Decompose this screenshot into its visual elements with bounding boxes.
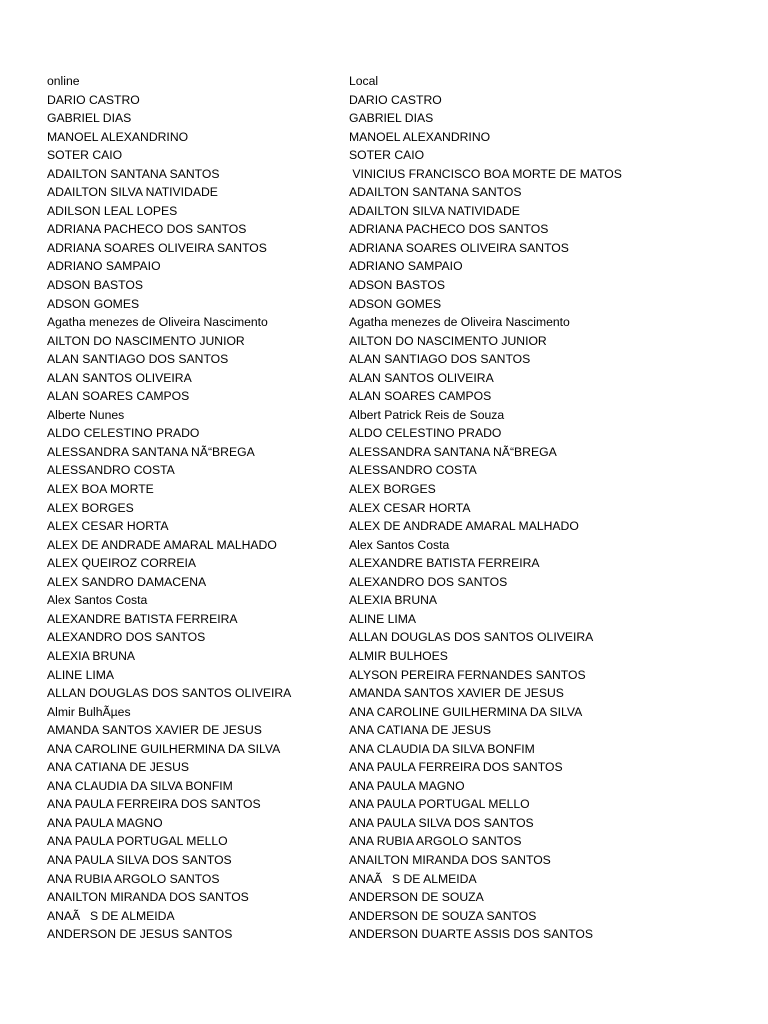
name-row: ADILSON LEAL LOPES [47, 203, 178, 218]
name-row: ALAN SANTIAGO DOS SANTOS [47, 352, 229, 367]
name-row: ALESSANDRA SANTANA NÃ“BREGA [349, 444, 557, 459]
name-row: ANA RUBIA ARGOLO SANTOS [349, 834, 522, 849]
name-row: ANA CLAUDIA DA SILVA BONFIM [349, 741, 535, 756]
name-row: Alex Santos Costa [47, 593, 148, 608]
name-row: ALEX DE ANDRADE AMARAL MALHADO [47, 537, 277, 552]
name-row: ALEXANDRE BATISTA FERREIRA [349, 556, 540, 571]
name-row: ALAN SANTIAGO DOS SANTOS [349, 352, 531, 367]
name-row: ANA PAULA SILVA DOS SANTOS [349, 815, 534, 830]
name-row: Albert Patrick Reis de Souza [349, 407, 505, 422]
name-row: ALEX BORGES [47, 500, 134, 515]
name-row: ALEXANDRO DOS SANTOS [47, 630, 206, 645]
name-row: ALAN SANTOS OLIVEIRA [349, 370, 494, 385]
name-row: ANAÃS DE ALMEIDA [349, 871, 477, 886]
name-row: ALLAN DOUGLAS DOS SANTOS OLIVEIRA [349, 630, 594, 645]
name-row: ANDERSON DE SOUZA SANTOS [349, 908, 537, 923]
name-row: ALAN SOARES CAMPOS [47, 389, 190, 404]
name-row: ANA CLAUDIA DA SILVA BONFIM [47, 778, 233, 793]
name-row: ANA CATIANA DE JESUS [349, 723, 491, 738]
name-row: Alberte Nunes [47, 407, 125, 422]
name-row: ALEX DE ANDRADE AMARAL MALHADO [349, 519, 579, 534]
name-row: GABRIEL DIAS [349, 111, 434, 126]
name-row: ANA PAULA PORTUGAL MELLO [349, 797, 530, 812]
name-row: GABRIEL DIAS [47, 111, 132, 126]
name-row: ADSON GOMES [349, 296, 442, 311]
name-row: ALEXANDRO DOS SANTOS [349, 574, 508, 589]
name-row: ALEX BOA MORTE [47, 482, 154, 497]
name-row: ALYSON PEREIRA FERNANDES SANTOS [349, 667, 586, 682]
name-row: ANA PAULA MAGNO [47, 815, 163, 830]
name-row: VINICIUS FRANCISCO BOA MORTE DE MATOS [349, 166, 622, 181]
name-row: ADAILTON SANTANA SANTOS [349, 185, 522, 200]
name-row: ANA PAULA FERREIRA DOS SANTOS [47, 797, 261, 812]
name-row: Almir BulhÃµes [47, 704, 131, 719]
name-row: ADSON BASTOS [349, 278, 445, 293]
name-row: ADRIANO SAMPAIO [349, 259, 463, 274]
name-row: ADRIANA SOARES OLIVEIRA SANTOS [349, 240, 569, 255]
name-row: ANAILTON MIRANDA DOS SANTOS [47, 890, 249, 905]
name-row: ADRIANA PACHECO DOS SANTOS [349, 222, 549, 237]
column-header-online: online [47, 74, 80, 88]
name-row: ADAILTON SANTANA SANTOS [47, 166, 220, 181]
name-row: ADAILTON SILVA NATIVIDADE [47, 185, 218, 200]
name-row: ALEXIA BRUNA [47, 648, 136, 663]
name-row: ADAILTON SILVA NATIVIDADE [349, 203, 520, 218]
name-row: ANA PAULA FERREIRA DOS SANTOS [349, 760, 563, 775]
name-row: DARIO CASTRO [47, 92, 140, 107]
name-row: ALLAN DOUGLAS DOS SANTOS OLIVEIRA [47, 686, 292, 701]
name-row: ANA RUBIA ARGOLO SANTOS [47, 871, 220, 886]
name-row: MANOEL ALEXANDRINO [349, 129, 491, 144]
name-row: AMANDA SANTOS XAVIER DE JESUS [47, 723, 262, 738]
name-row: ALAN SANTOS OLIVEIRA [47, 370, 192, 385]
name-row: Alex Santos Costa [349, 537, 450, 552]
name-row: Agatha menezes de Oliveira Nascimento [47, 315, 268, 330]
name-row: ANA CAROLINE GUILHERMINA DA SILVA [349, 704, 583, 719]
name-row: ADSON BASTOS [47, 278, 143, 293]
name-row: ADRIANO SAMPAIO [47, 259, 161, 274]
name-row: ALEXANDRE BATISTA FERREIRA [47, 611, 238, 626]
name-row: ALEX CESAR HORTA [349, 500, 471, 515]
name-row: ANA PAULA SILVA DOS SANTOS [47, 852, 232, 867]
name-row: ALINE LIMA [349, 611, 417, 626]
name-row: ALMIR BULHOES [349, 648, 448, 663]
name-row: ALESSANDRA SANTANA NÃ“BREGA [47, 444, 255, 459]
name-row: ALEXIA BRUNA [349, 593, 438, 608]
name-row: ALESSANDRO COSTA [47, 463, 175, 478]
name-row: ALINE LIMA [47, 667, 115, 682]
name-row: ALDO CELESTINO PRADO [349, 426, 502, 441]
name-row: AILTON DO NASCIMENTO JUNIOR [47, 333, 245, 348]
name-row: ALEX CESAR HORTA [47, 519, 169, 534]
name-row: ALAN SOARES CAMPOS [349, 389, 492, 404]
name-row: ANAILTON MIRANDA DOS SANTOS [349, 852, 551, 867]
name-row: ADRIANA PACHECO DOS SANTOS [47, 222, 247, 237]
name-row: SOTER CAIO [47, 148, 123, 163]
name-row: AILTON DO NASCIMENTO JUNIOR [349, 333, 547, 348]
name-row: ANA CATIANA DE JESUS [47, 760, 189, 775]
name-row: ADSON GOMES [47, 296, 140, 311]
name-row: ADRIANA SOARES OLIVEIRA SANTOS [47, 240, 267, 255]
name-row: ANAÃS DE ALMEIDA [47, 908, 175, 923]
name-row: ALEX SANDRO DAMACENA [47, 574, 207, 589]
name-row: ANA PAULA MAGNO [349, 778, 465, 793]
name-row: ANA PAULA PORTUGAL MELLO [47, 834, 228, 849]
name-row: ANDERSON DUARTE ASSIS DOS SANTOS [349, 927, 594, 942]
column-header-local: Local [349, 74, 379, 88]
name-row: ANDERSON DE SOUZA [349, 890, 484, 905]
name-row: ALEX BORGES [349, 482, 436, 497]
name-row: ALEX QUEIROZ CORREIA [47, 556, 196, 571]
name-row: DARIO CASTRO [349, 92, 442, 107]
name-row: SOTER CAIO [349, 148, 425, 163]
name-row: ALESSANDRO COSTA [349, 463, 477, 478]
name-row: ANA CAROLINE GUILHERMINA DA SILVA [47, 741, 281, 756]
name-row: ALDO CELESTINO PRADO [47, 426, 200, 441]
name-row: ANDERSON DE JESUS SANTOS [47, 927, 233, 942]
name-row: AMANDA SANTOS XAVIER DE JESUS [349, 686, 564, 701]
local-name-column [349, 72, 759, 944]
online-name-column [47, 72, 342, 944]
name-row: Agatha menezes de Oliveira Nascimento [349, 315, 570, 330]
name-row: MANOEL ALEXANDRINO [47, 129, 189, 144]
